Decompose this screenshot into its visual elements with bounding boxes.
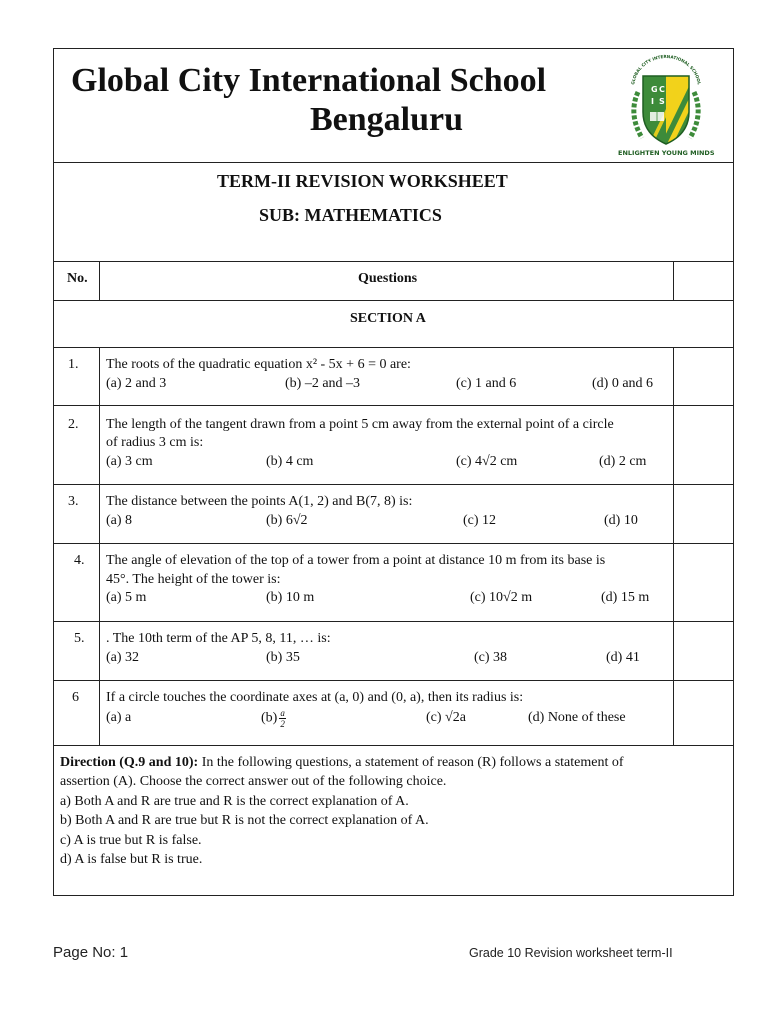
question-number: 4. (74, 553, 85, 568)
option-c: (c) 12 (463, 513, 497, 528)
footer-title: Grade 10 Revision worksheet term-II (469, 946, 673, 960)
choice-b: b) Both A and R are true but R is not the correct explanation of A. (60, 813, 429, 828)
column-header-questions: Questions (358, 271, 418, 286)
option-a: (a) a (106, 710, 132, 725)
choice-d: d) A is false but R is true. (60, 852, 203, 867)
direction-line (60, 753, 624, 772)
option-c: (c) 4√2 cm (456, 454, 518, 469)
option-b: (b) 6√2 (266, 513, 308, 528)
direction-text-cont: assertion (A). Choose the correct answer out of the following choice. (60, 774, 447, 789)
question-text: If a circle touches the coordinate axes at (a, 0) and (0, a), then its radius is: (106, 690, 524, 705)
choice-c: c) A is true but R is false. (60, 833, 202, 848)
question-number: 2. (68, 417, 79, 432)
option-b (261, 708, 286, 729)
svg-text:G: G (651, 85, 658, 94)
choice-a: a) Both A and R are true and R is the correct explanation of A. (60, 794, 409, 809)
section-a-heading: SECTION A (350, 311, 426, 326)
question-text-cont: 45°. The height of the tower is: (106, 572, 281, 587)
question-number: 1. (68, 357, 79, 372)
option-b-label: (b) (261, 710, 278, 726)
option-d: (d) 15 m (601, 590, 650, 605)
question-text: The roots of the quadratic equation x² - 5x + 6 = 0 are: (106, 357, 411, 372)
svg-text:GLOBAL CITY INTERNATIONAL SCHO: GLOBAL CITY INTERNATIONAL SCHOOL (630, 54, 702, 86)
svg-text:I: I (651, 97, 654, 106)
logo-tagline: ENLIGHTEN YOUNG MINDS (618, 149, 715, 157)
direction-text: In the following questions, a statement of reason (R) follows a statement of (198, 755, 624, 770)
column-header-no: No. (67, 271, 88, 286)
option-b: (b) –2 and –3 (285, 376, 361, 391)
page-number: Page No: 1 (53, 944, 129, 961)
question-text: The angle of elevation of the top of a tower from a point at distance 10 m from its base is (106, 553, 606, 568)
question-number: 3. (68, 494, 79, 509)
question-number: 6 (72, 690, 79, 705)
option-a: (a) 32 (106, 650, 140, 665)
svg-text:C: C (659, 85, 665, 94)
question-text: . The 10th term of the AP 5, 8, 11, … is: (106, 631, 331, 646)
option-a: (a) 5 m (106, 590, 147, 605)
option-d: (d) 0 and 6 (592, 376, 654, 391)
option-b: (b) 35 (266, 650, 300, 665)
question-text: The distance between the points A(1, 2) and B(7, 8) is: (106, 494, 413, 509)
option-a: (a) 3 cm (106, 454, 153, 469)
question-text: The length of the tangent drawn from a point 5 cm away from the external point of a circle (106, 417, 614, 432)
option-a: (a) 8 (106, 513, 133, 528)
school-city: Bengaluru (310, 101, 464, 138)
school-logo (618, 54, 715, 158)
option-c: (c) √2a (426, 710, 466, 725)
worksheet-subject: SUB: MATHEMATICS (259, 205, 442, 225)
option-b: (b) 4 cm (266, 454, 314, 469)
school-crest-icon (618, 54, 715, 158)
option-d: (d) 10 (604, 513, 638, 528)
question-text-cont: of radius 3 cm is: (106, 435, 204, 450)
option-c: (c) 38 (474, 650, 508, 665)
option-c: (c) 1 and 6 (456, 376, 517, 391)
option-a: (a) 2 and 3 (106, 376, 167, 391)
option-c: (c) 10√2 m (470, 590, 533, 605)
option-d: (d) None of these (528, 710, 626, 725)
question-number: 5. (74, 631, 85, 646)
fraction-a-over-2: $\frac{a}{2}$ (280, 708, 285, 729)
worksheet-title: TERM-II REVISION WORKSHEET (217, 171, 508, 191)
svg-text:S: S (659, 97, 665, 106)
school-name: Global City International School (71, 62, 547, 99)
option-d: (d) 2 cm (599, 454, 647, 469)
direction-label: Direction (Q.9 and 10): (60, 755, 199, 770)
option-b: (b) 10 m (266, 590, 315, 605)
option-d: (d) 41 (606, 650, 640, 665)
